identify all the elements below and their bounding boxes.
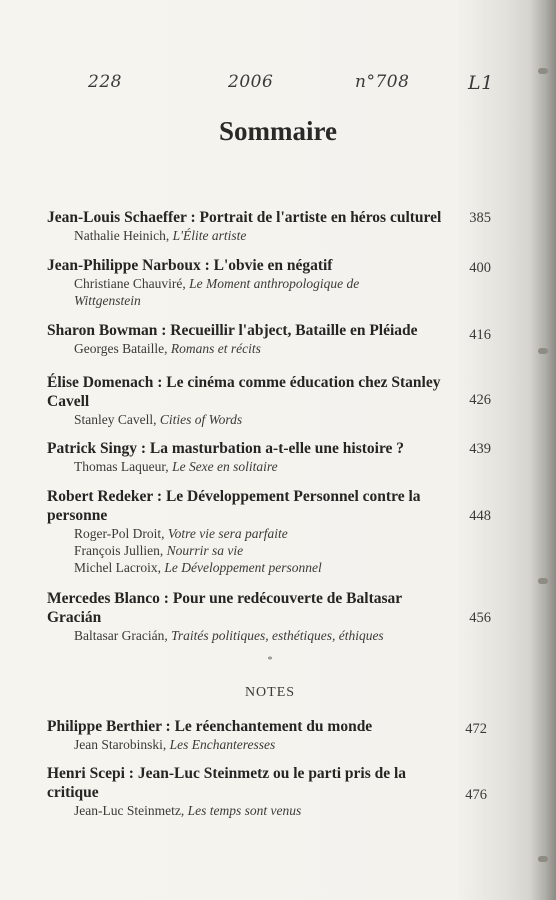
book-reference	[47, 275, 404, 309]
entry-title: Jean-Louis Schaeffer : Portrait de l'artiste en héros culturel	[47, 209, 442, 226]
binding-hole	[538, 348, 548, 354]
notes-entry	[47, 764, 495, 819]
toc-entry	[47, 439, 495, 475]
entry-title: Mercedes Blanco : Pour une redécouverte de Baltasar Gracián	[47, 590, 402, 626]
toc-entry	[47, 373, 495, 428]
binding-hole	[538, 68, 548, 74]
toc-entry	[47, 256, 495, 309]
book-work: Les Enchanteresses	[169, 737, 276, 752]
page-number: 400	[469, 260, 491, 276]
book-author: Jean Starobinski,	[74, 737, 167, 752]
toc-entry	[47, 589, 495, 644]
book-work: Romans et récits	[170, 341, 261, 356]
book-author: Jean-Luc Steinmetz,	[74, 803, 185, 818]
handwritten-corner-mark: L1	[468, 72, 494, 94]
handwritten-issue: n°708	[355, 72, 410, 92]
book-work: Traités politiques, esthétiques, éthiques	[171, 628, 384, 643]
book-work: Le Développement personnel	[164, 560, 322, 575]
book-author: François Jullien,	[74, 543, 164, 558]
book-work: Le Moment anthropologique de Wittgenstein	[74, 276, 360, 308]
toc-entry	[47, 208, 495, 244]
entry-title: Robert Redeker : Le Développement Personnel contre la personne	[47, 488, 421, 524]
book-author: Stanley Cavell,	[74, 412, 157, 427]
book-reference	[47, 525, 454, 542]
book-reference	[47, 227, 454, 244]
book-author: Baltasar Gracián,	[74, 628, 168, 643]
page-number: 476	[465, 787, 487, 803]
toc-entry	[47, 487, 495, 576]
section-separator: *	[267, 655, 273, 666]
book-reference	[47, 559, 454, 576]
book-work: Cities of Words	[159, 412, 243, 427]
entry-title: Henri Scepi : Jean-Luc Steinmetz ou le parti pris de la critique	[47, 765, 407, 801]
book-reference	[47, 411, 454, 428]
entry-title: Élise Domenach : Le cinéma comme éducation chez Stanley Cavell	[47, 374, 441, 410]
entry-title: Philippe Berthier : Le réenchantement du monde	[47, 718, 373, 735]
book-reference	[47, 340, 454, 357]
notes-entry	[47, 717, 495, 753]
binding-hole	[538, 578, 548, 584]
book-author: Nathalie Heinich,	[74, 228, 170, 243]
handwritten-year: 2006	[228, 72, 274, 92]
book-reference	[47, 458, 454, 475]
page-number: 416	[469, 327, 491, 343]
page-number: 448	[469, 508, 491, 524]
page-number: 385	[469, 210, 491, 226]
book-reference	[47, 802, 454, 819]
toc-entry	[47, 321, 495, 357]
book-work: Les temps sont venus	[187, 803, 302, 818]
page-number: 456	[469, 610, 491, 626]
book-author: Michel Lacroix,	[74, 560, 161, 575]
book-author: Christiane Chauviré,	[74, 276, 186, 291]
page-title: Sommaire	[219, 116, 337, 146]
book-author: Thomas Laqueur,	[74, 459, 169, 474]
book-author: Georges Bataille,	[74, 341, 168, 356]
page-number: 439	[469, 441, 491, 457]
book-reference	[47, 627, 454, 644]
book-author: Roger-Pol Droit,	[74, 526, 165, 541]
page-number: 472	[465, 721, 487, 737]
book-work: Votre vie sera parfaite	[167, 526, 288, 541]
binding-hole	[538, 856, 548, 862]
notes-heading: NOTES	[244, 685, 296, 700]
book-work: Le Sexe en solitaire	[172, 459, 278, 474]
book-reference	[47, 736, 454, 753]
book-work: Nourrir sa vie	[166, 543, 244, 558]
entry-title: Sharon Bowman : Recueillir l'abject, Bataille en Pléiade	[47, 322, 418, 339]
entry-title: Jean-Philippe Narboux : L'obvie en négatif	[47, 257, 333, 274]
entry-title: Patrick Singy : La masturbation a-t-elle une histoire ?	[47, 440, 405, 457]
book-work: L'Élite artiste	[172, 228, 247, 243]
page-number: 426	[469, 392, 491, 408]
book-reference	[47, 542, 454, 559]
handwritten-number: 228	[88, 72, 122, 92]
